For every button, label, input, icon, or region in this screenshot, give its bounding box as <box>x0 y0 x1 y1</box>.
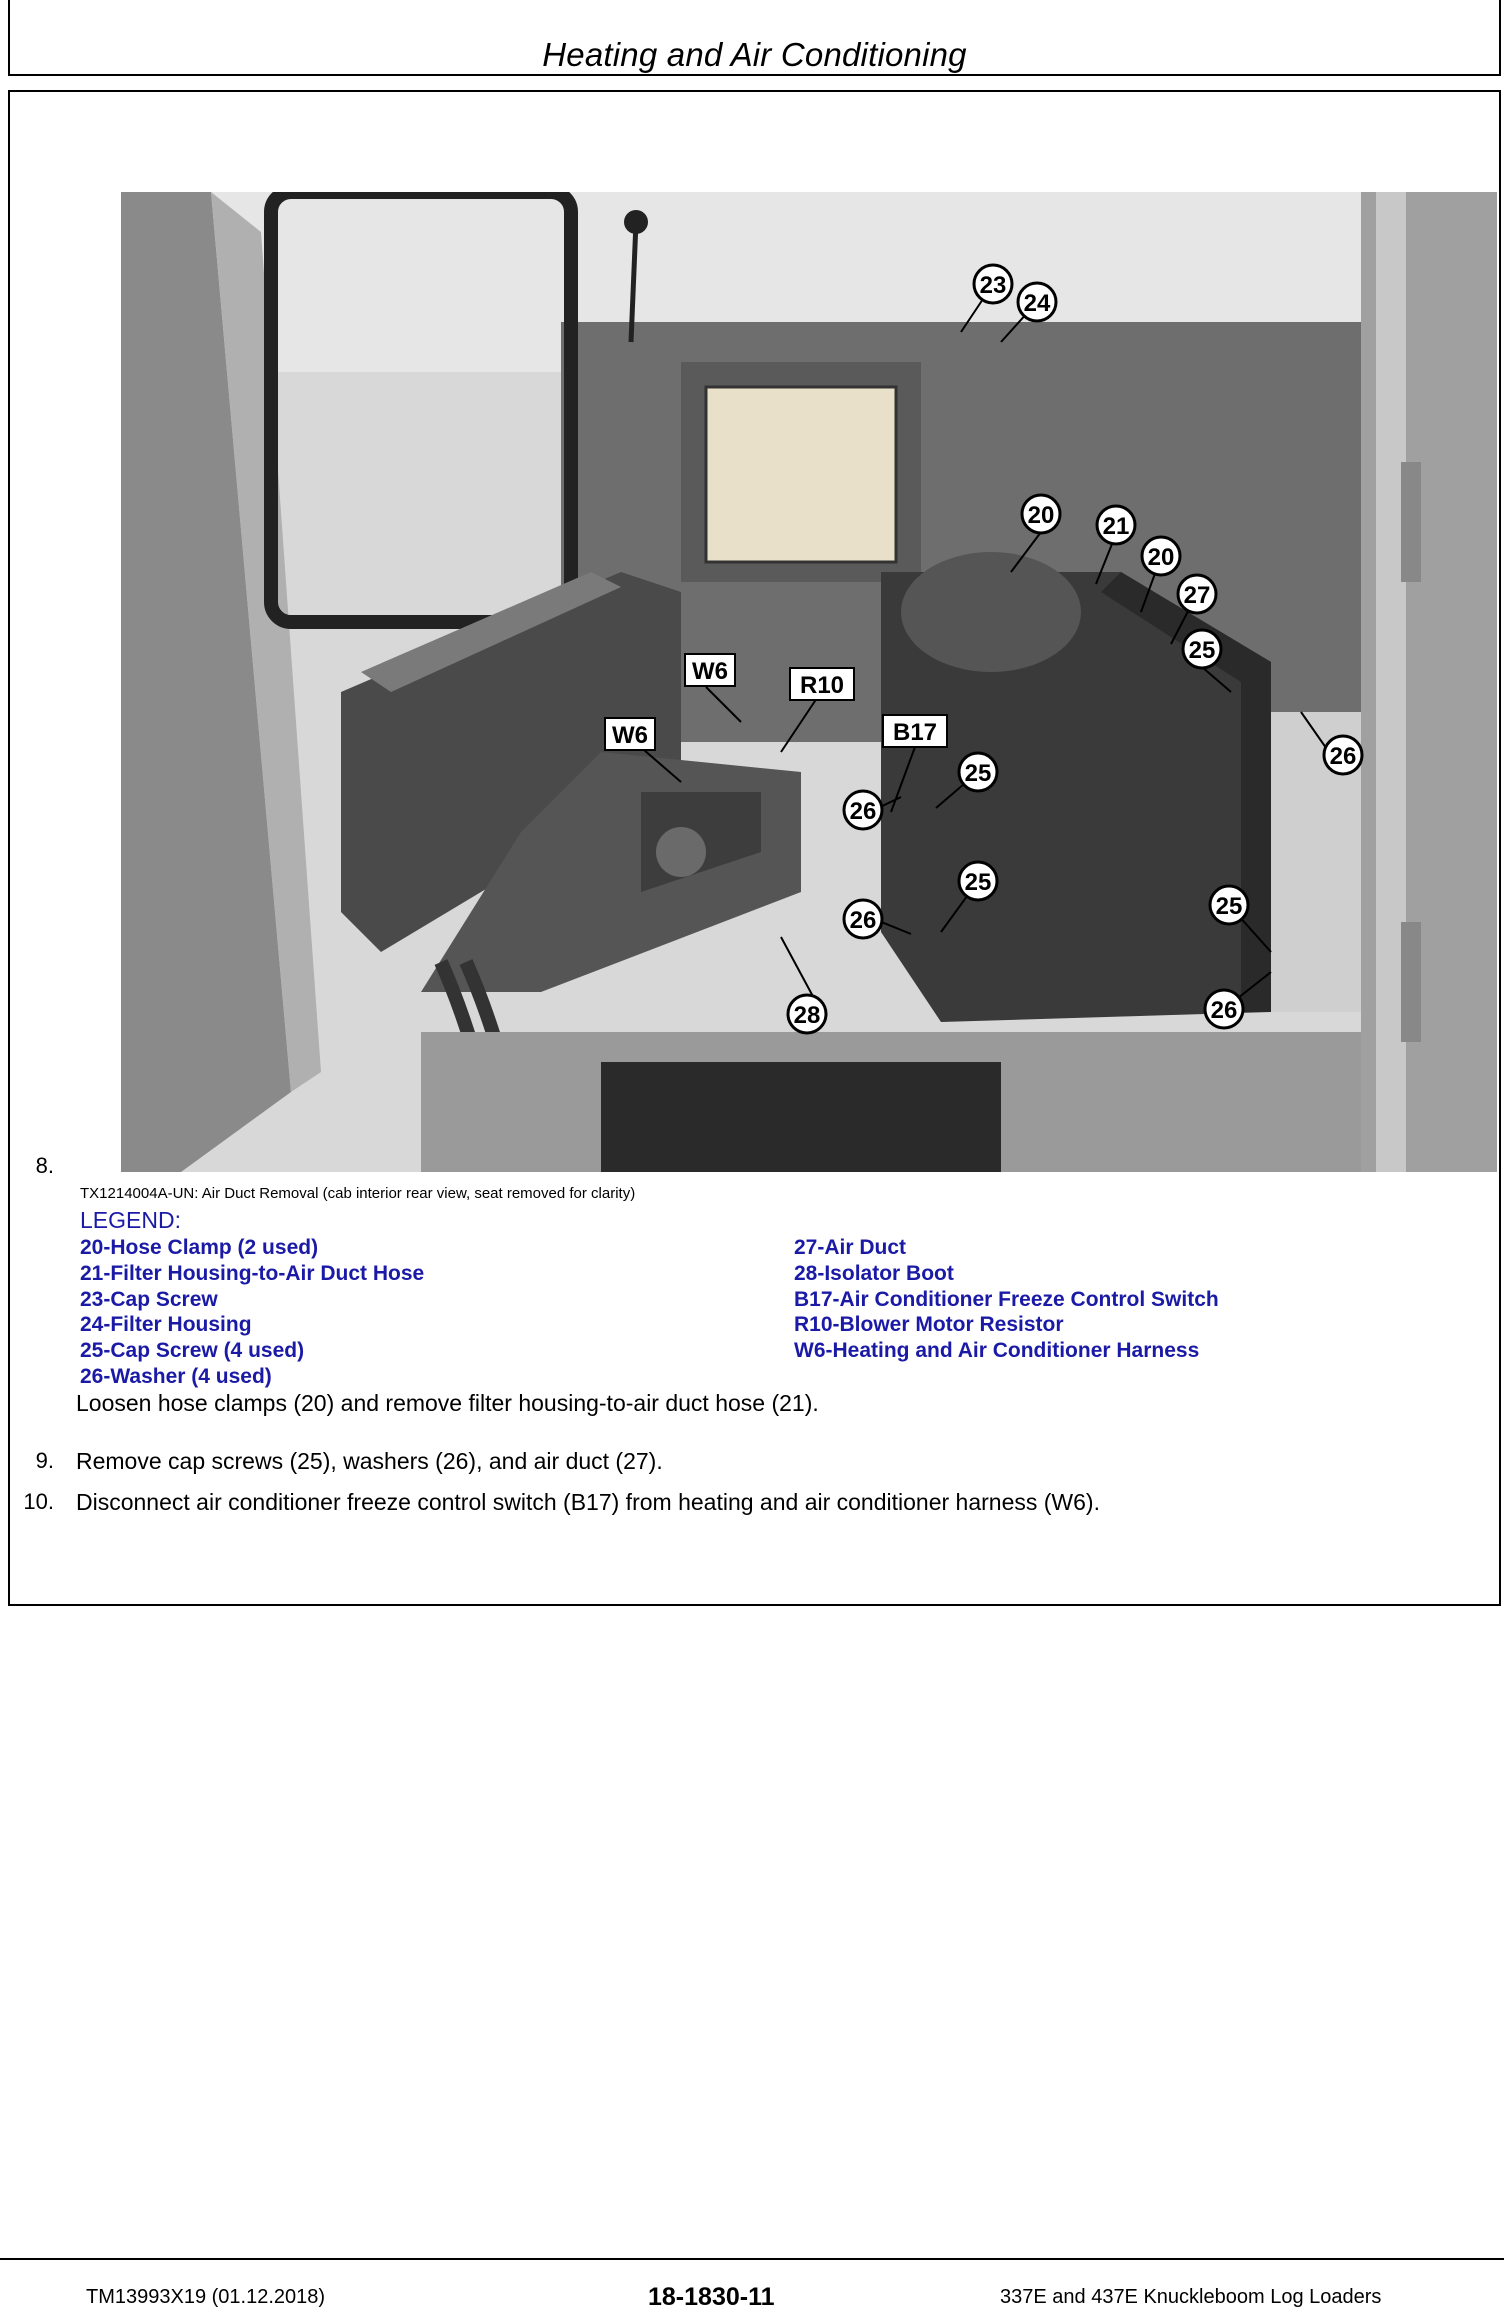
callout-26-right <box>1324 736 1362 774</box>
svg-text:20: 20 <box>1147 544 1175 571</box>
svg-text:23: 23 <box>979 272 1007 299</box>
footer-manual-id: TM13993X19 (01.12.2018) <box>86 2286 326 2308</box>
legend-item: R10-Blower Motor Resistor <box>794 1313 1064 1337</box>
callout-21 <box>1097 506 1135 544</box>
callout-26-bottom-right <box>1205 990 1243 1028</box>
step-10-text: Disconnect air conditioner freeze control switch (B17) from heating and air conditioner harness (W6). <box>76 1489 1100 1515</box>
callout-27 <box>1178 575 1216 613</box>
svg-text:25: 25 <box>964 869 992 896</box>
svg-text:B17: B17 <box>892 719 938 746</box>
svg-text:25: 25 <box>1188 637 1216 664</box>
svg-text:26: 26 <box>849 907 877 934</box>
legend-item: 28-Isolator Boot <box>794 1261 954 1285</box>
label-w6-upper <box>685 654 735 686</box>
svg-text:20: 20 <box>1027 502 1055 529</box>
callout-24 <box>1018 283 1056 321</box>
label-b17 <box>883 715 947 747</box>
legend-item: 23-Cap Screw <box>80 1287 218 1311</box>
callout-25-upper-mid <box>959 753 997 791</box>
callout-26-upper-mid <box>844 791 882 829</box>
svg-text:26: 26 <box>1329 743 1357 770</box>
legend-item: 26-Washer (4 used) <box>80 1364 272 1388</box>
svg-text:24: 24 <box>1023 290 1051 317</box>
callout-25-top-right <box>1183 630 1221 668</box>
legend-item: 25-Cap Screw (4 used) <box>80 1339 305 1363</box>
svg-text:25: 25 <box>964 760 992 787</box>
label-r10 <box>790 668 854 700</box>
legend-title: LEGEND: <box>80 1207 181 1233</box>
callout-20-lower <box>1142 537 1180 575</box>
label-w6-lower <box>605 718 655 750</box>
legend-item: W6-Heating and Air Conditioner Harness <box>794 1339 1200 1363</box>
legend-item: 24-Filter Housing <box>80 1313 252 1337</box>
svg-text:W6: W6 <box>612 722 648 749</box>
callout-26-lower-mid <box>844 900 882 938</box>
footer-product-name: 337E and 437E Knuckleboom Log Loaders <box>1000 2286 1382 2308</box>
svg-text:W6: W6 <box>692 658 728 685</box>
step-10-number: 10. <box>23 1489 54 1514</box>
callout-23 <box>974 265 1012 303</box>
svg-text:27: 27 <box>1183 582 1211 609</box>
step-9-text: Remove cap screws (25), washers (26), and air duct (27). <box>76 1448 663 1474</box>
svg-text:26: 26 <box>1210 997 1238 1024</box>
legend-item: B17-Air Conditioner Freeze Control Switch <box>794 1287 1219 1311</box>
page-title: Heating and Air Conditioning <box>542 36 967 73</box>
legend-item: 27-Air Duct <box>794 1236 907 1259</box>
step-9-number: 9. <box>35 1448 54 1473</box>
callout-25-lower-mid <box>959 862 997 900</box>
svg-text:R10: R10 <box>799 672 845 699</box>
step-8-number: 8. <box>35 1153 54 1178</box>
legend-left-column <box>80 1235 424 1390</box>
air-duct-removal-illustration <box>121 192 1497 1172</box>
legend-right-column <box>794 1235 1219 1364</box>
footer-divider <box>0 2258 1504 2260</box>
step-8-text: Loosen hose clamps (20) and remove filter housing-to-air duct hose (21). <box>76 1390 819 1416</box>
svg-text:21: 21 <box>1102 513 1130 540</box>
callout-25-bottom-right <box>1210 886 1248 924</box>
legend-item: 21-Filter Housing-to-Air Duct Hose <box>80 1261 425 1285</box>
callout-20-upper <box>1022 495 1060 533</box>
svg-text:28: 28 <box>793 1002 821 1029</box>
svg-text:25: 25 <box>1215 893 1243 920</box>
svg-text:26: 26 <box>849 798 877 825</box>
page-header <box>8 0 1501 76</box>
callout-28 <box>788 995 826 1033</box>
footer-page-number: 18-1830-11 <box>648 2283 775 2311</box>
legend-item: 20-Hose Clamp (2 used) <box>80 1236 319 1259</box>
figure-caption: TX1214004A-UN: Air Duct Removal (cab interior rear view, seat removed for clarity) <box>80 1185 636 1202</box>
